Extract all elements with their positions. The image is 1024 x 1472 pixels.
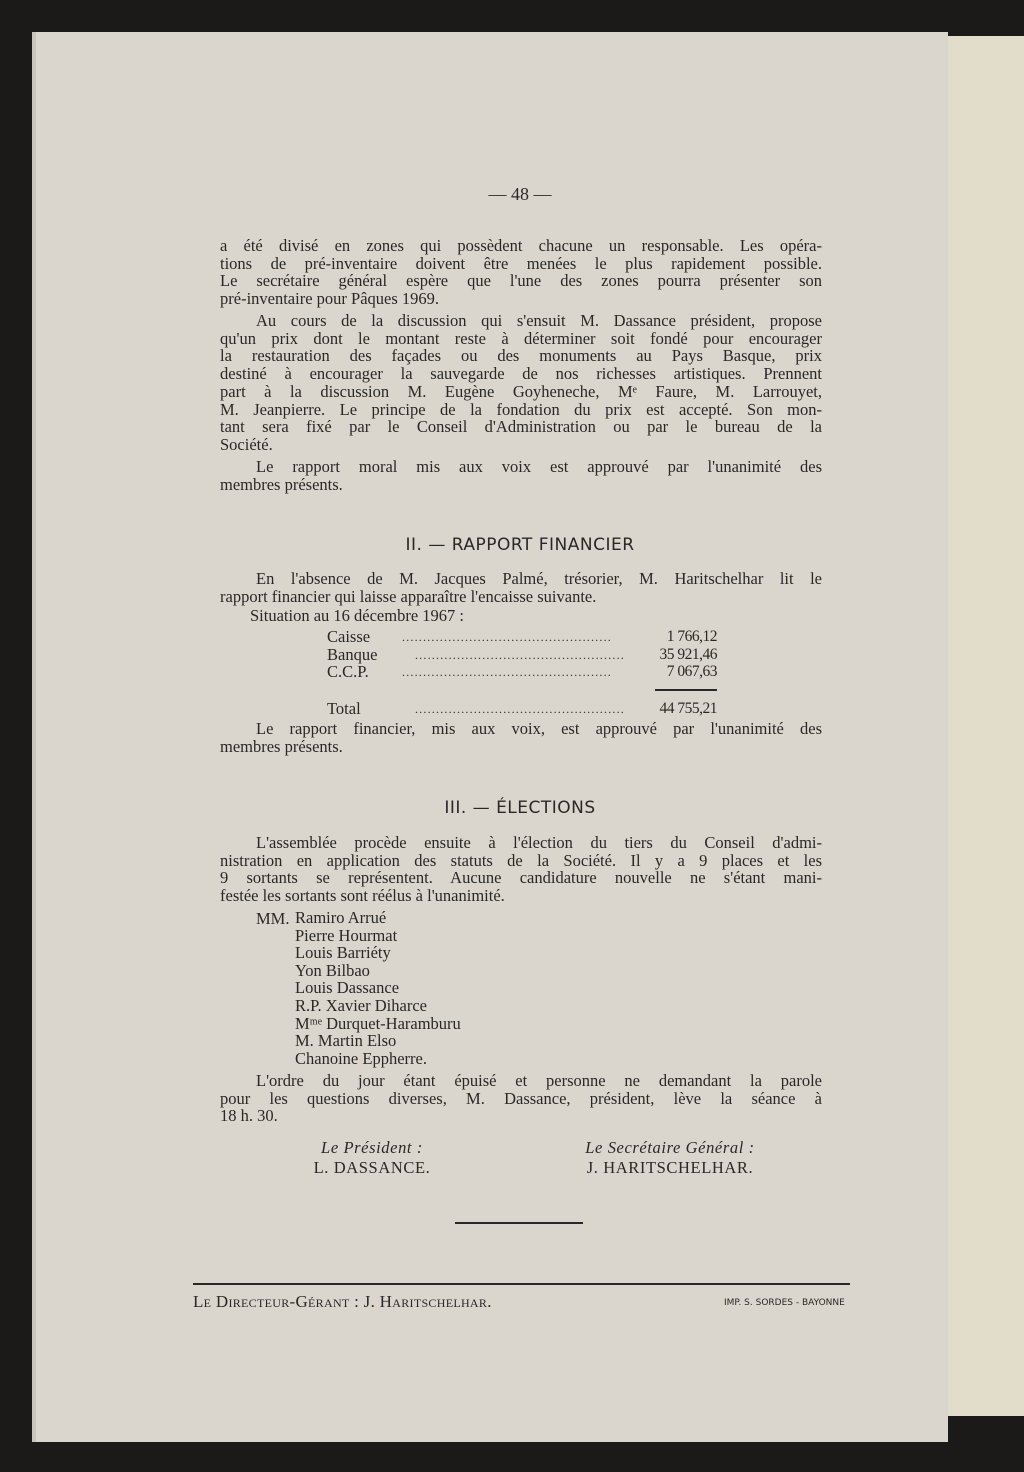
sum-rule <box>655 689 717 691</box>
secretary-title: Le Secrétaire Général : <box>585 1138 755 1157</box>
text-line: Au cours de la discussion qui s'ensuit M. Dassance président, propose <box>256 311 822 330</box>
situation-date: Situation au 16 décembre 1967 : <box>250 606 464 625</box>
member-name: Louis Barriéty <box>295 943 391 963</box>
adjacent-page-edge <box>946 36 1024 1416</box>
row-label: Banque <box>327 645 378 664</box>
text-line: pour les questions diverses, M. Dassance, président, lève la séance à <box>220 1088 822 1108</box>
text-line: L'ordre du jour étant épuisé et personne ne demandant la parole <box>256 1071 822 1090</box>
member-name: Pierre Hourmat <box>295 925 398 945</box>
text-line: tant sera fixé par le Conseil d'Administration ou par le bureau de la <box>220 417 822 437</box>
footer-printer: IMP. S. SORDES - BAYONNE <box>724 1298 845 1308</box>
member-name: Yon Bilbao <box>295 960 370 980</box>
leader-dots: .................................................. <box>415 648 625 662</box>
president-title: Le Président : <box>321 1138 423 1157</box>
members-prefix: MM. <box>256 909 290 928</box>
text-line: tions de pré-inventaire doivent être menées le plus rapidement possible. <box>220 253 822 273</box>
heading-elections: III. — ÉLECTIONS <box>444 798 596 818</box>
leader-dots: .................................................. <box>402 665 612 679</box>
text-line: festée les sortants sont réélus à l'unanimité. <box>220 886 505 906</box>
text-line: part à la discussion M. Eugène Goyheneche, Mᵉ Faure, M. Larrouyet, <box>220 381 822 401</box>
member-name: Louis Dassance <box>295 978 400 998</box>
row-label: C.C.P. <box>327 662 369 681</box>
row-value: 7 067,63 <box>666 663 717 680</box>
page-number: — 48 — <box>488 184 552 204</box>
row-value: 44 755,21 <box>659 700 717 717</box>
end-rule <box>455 1222 583 1224</box>
president-name: L. DASSANCE. <box>313 1158 431 1177</box>
text-line: membres présents. <box>220 474 343 494</box>
leader-dots: .................................................. <box>415 702 625 716</box>
text-line: destiné à encourager la sauvegarde de nos richesses artistiques. Prennent <box>220 364 822 384</box>
leader-dots: .................................................. <box>402 630 612 644</box>
row-label: Total <box>327 699 361 718</box>
text-line: qu'un prix dont le montant reste à déterminer soit fondé pour encourager <box>220 328 822 348</box>
member-name: Ramiro Arrué <box>295 908 387 927</box>
member-name: R.P. Xavier Diharce <box>295 996 427 1015</box>
text-line: En l'absence de M. Jacques Palmé, trésorier, M. Haritschelhar lit le <box>256 569 822 588</box>
text-line: 18 h. 30. <box>220 1106 278 1126</box>
text-line: la restauration des façades ou des monuments au Pays Basque, prix <box>220 346 822 366</box>
text-line: M. Jeanpierre. Le principe de la fondation du prix est accepté. Son mon- <box>220 399 822 419</box>
row-value: 35 921,46 <box>659 646 717 663</box>
text-line: Le secrétaire général espère que l'une des zones pourra présenter son <box>220 271 822 291</box>
text-line: 9 sortants se représentent. Aucune candidature nouvelle ne s'étant mani- <box>220 868 822 888</box>
text-line: nistration en application des statuts de la Société. Il y a 9 places et les <box>220 850 822 870</box>
row-value: 1 766,12 <box>666 628 717 645</box>
text-line: Société. <box>220 434 273 454</box>
member-name: M. Martin Elso <box>295 1031 397 1051</box>
footer-rule <box>193 1283 850 1285</box>
member-name: Mᵐᵉ Durquet-Haramburu <box>295 1013 461 1033</box>
text-line: pré-inventaire pour Pâques 1969. <box>220 289 440 309</box>
member-name: Chanoine Eppherre. <box>295 1048 427 1068</box>
row-label: Caisse <box>327 627 371 646</box>
text-line: Le rapport moral mis aux voix est approuvé par l'unanimité des <box>256 457 822 476</box>
text-line: membres présents. <box>220 736 343 756</box>
secretary-name: J. HARITSCHELHAR. <box>586 1158 754 1177</box>
text-line: Le rapport financier, mis aux voix, est approuvé par l'unanimité des <box>256 719 822 738</box>
text-line: a été divisé en zones qui possèdent chacune un responsable. Les opéra- <box>220 236 822 255</box>
text-line: L'assemblée procède ensuite à l'élection du tiers du Conseil d'admi- <box>256 833 822 852</box>
footer-director: Le Directeur-Gérant : J. Haritschelhar. <box>193 1292 492 1311</box>
text-line: rapport financier qui laisse apparaître l'encaisse suivante. <box>220 586 597 606</box>
heading-rapport-financier: II. — RAPPORT FINANCIER <box>405 535 635 555</box>
